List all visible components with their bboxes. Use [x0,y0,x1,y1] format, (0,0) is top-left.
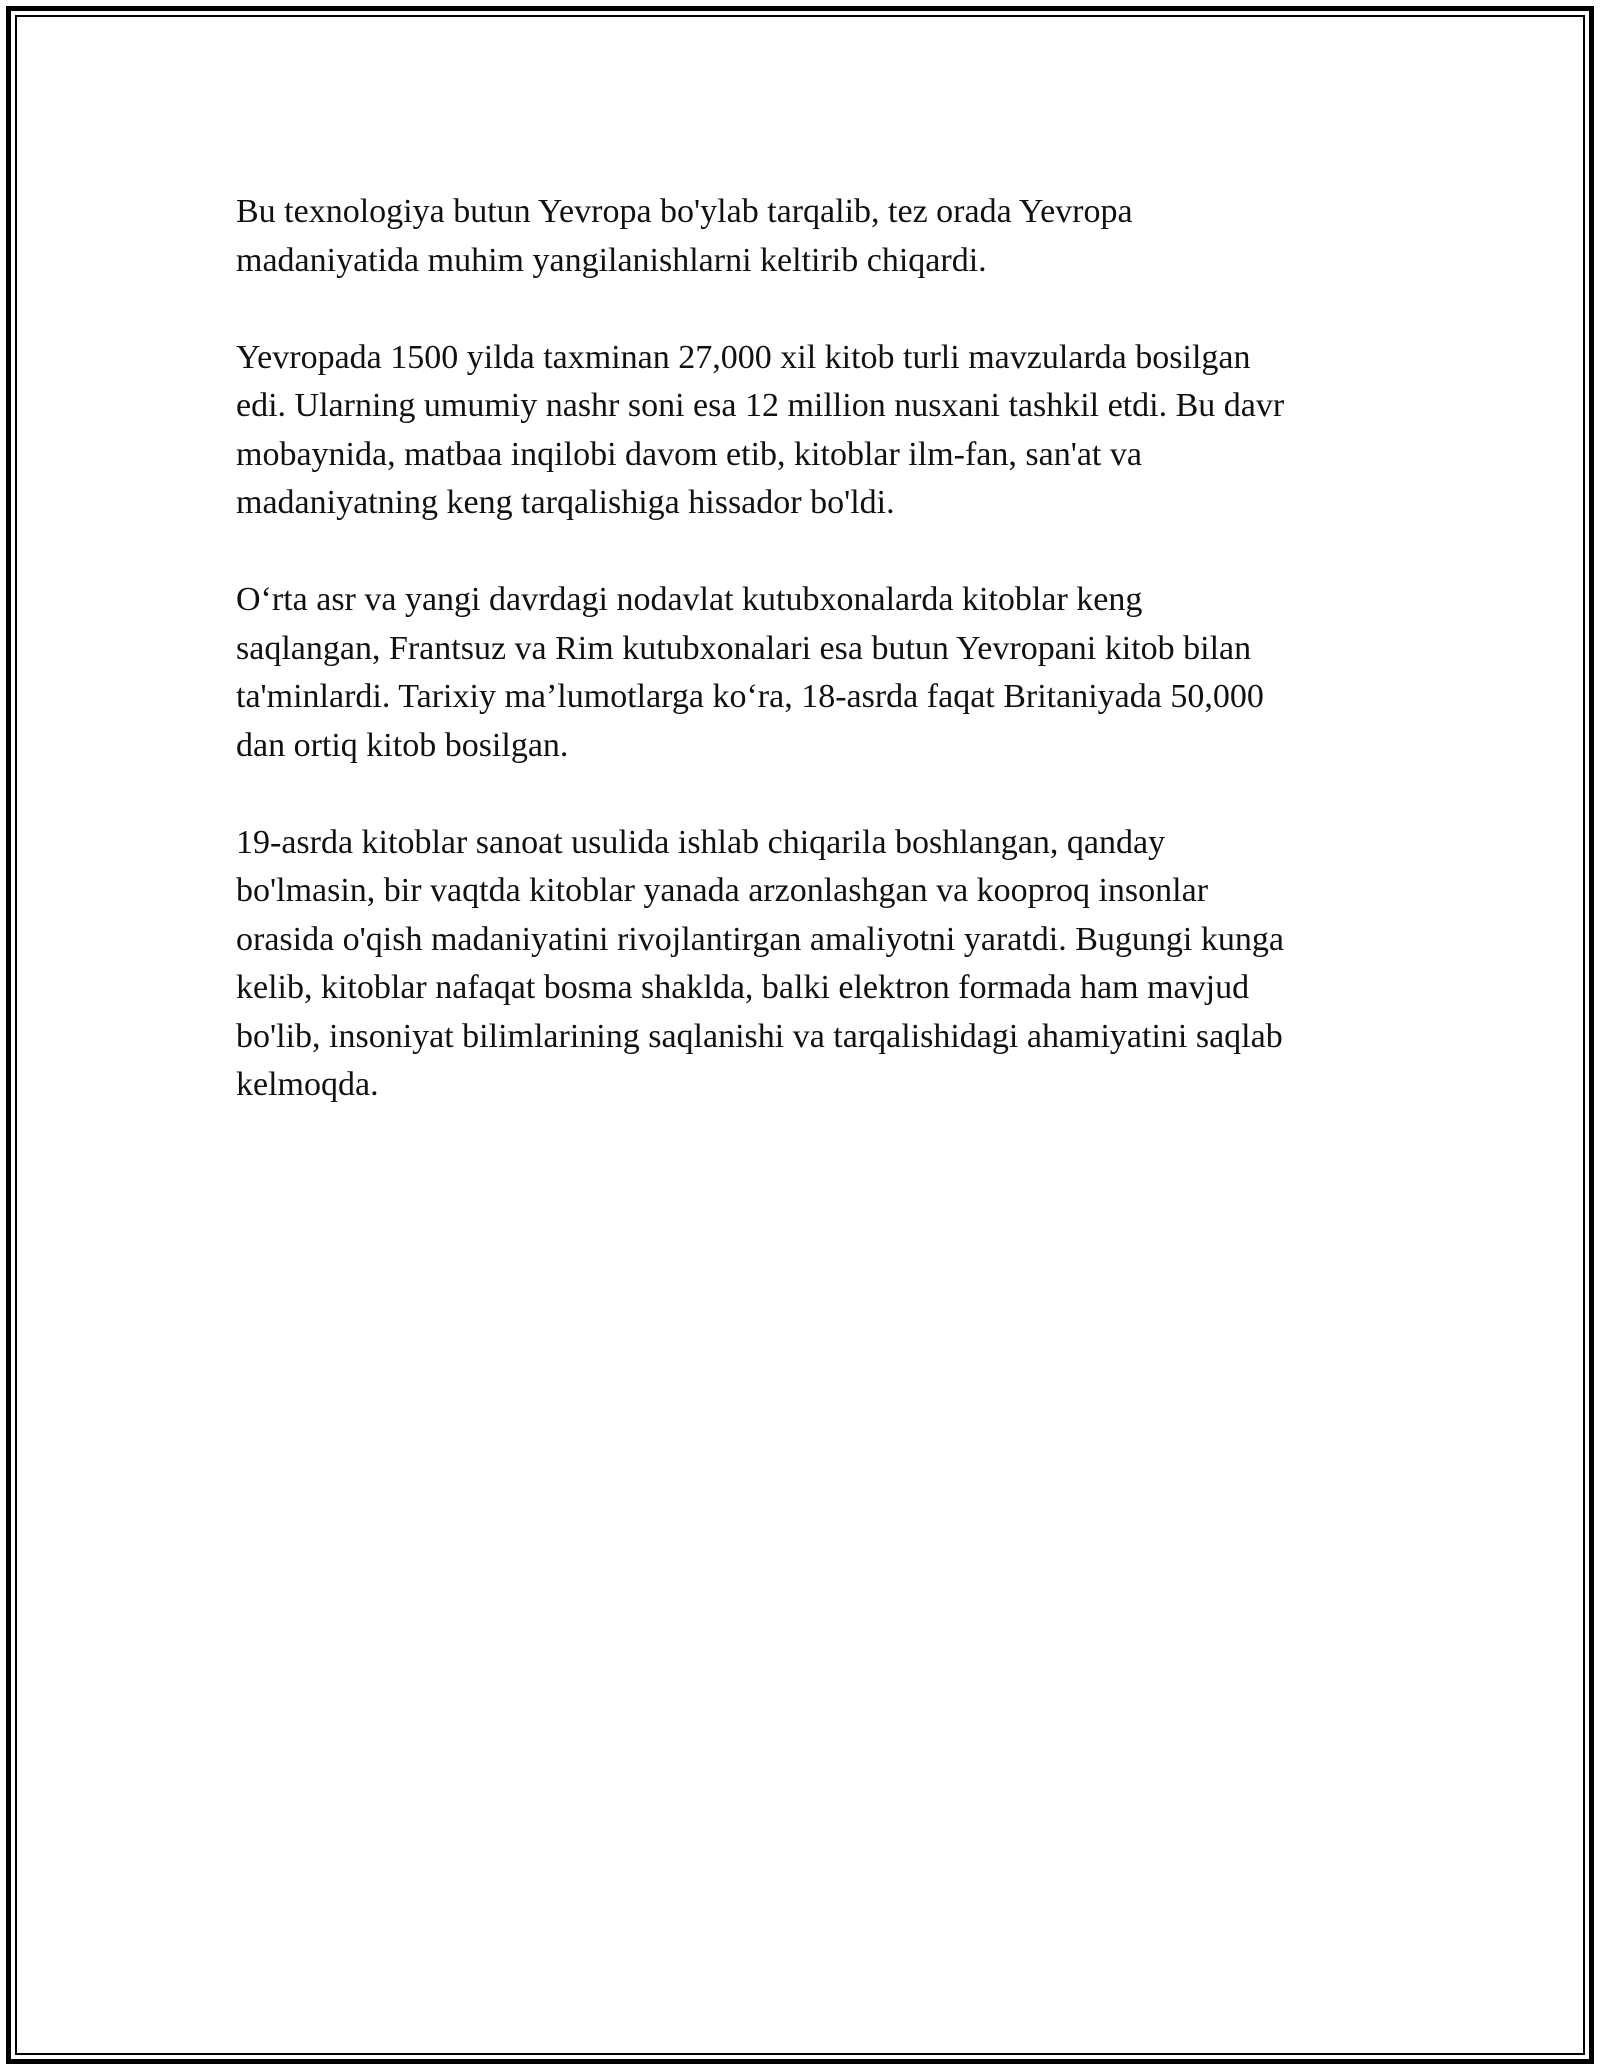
paragraph-3 [236,576,1386,770]
paragraph-2 [236,334,1386,528]
paragraph-line: mobaynida, matbaa inqilobi davom etib, kitoblar ilm-fan, san'at va [236,435,1142,473]
paragraph-line: bo'lmasin, bir vaqtda kitoblar yanada arzonlashgan va kooproq insonlar [236,872,1209,909]
paragraph-line: Bu texnologiya butun Yevropa bo'ylab tarqalib, tez orada Yevropa [236,193,1133,230]
paragraph-1 [236,188,1386,285]
paragraph-4 [236,819,1386,1110]
paragraph-line: kelmoqda. [236,1066,379,1103]
document-body [236,188,1386,1158]
paragraph-line: madaniyatning keng tarqalishiga hissador bo'ldi. [236,484,895,521]
paragraph-line: edi. Ularning umumiy nashr soni esa 12 million nusxani tashkil etdi. Bu davr [236,387,1285,424]
paragraph-line: Yevropada 1500 yilda taxminan 27,000 xil kitob turli mavzularda bosilgan [236,338,1251,376]
paragraph-line: kelib, kitoblar nafaqat bosma shaklda, balki elektron formada ham mavjud [236,969,1250,1006]
paragraph-line: O‘rta asr va yangi davrdagi nodavlat kutubxonalarda kitoblar keng [236,581,1143,618]
paragraph-line: bo'lib, insoniyat bilimlarining saqlanishi va tarqalishidagi ahamiyatini saqlab [236,1017,1283,1055]
paragraph-line: orasida o'qish madaniyatini rivojlantirgan amaliyotni yaratdi. Bugungi kunga [236,920,1284,958]
paragraph-line: ta'minlardi. Tarixiy ma’lumotlarga ko‘ra, 18-asrda faqat Britaniyada 50,000 [236,678,1264,715]
paragraph-line: madaniyatida muhim yangilanishlarni keltirib chiqardi. [236,241,987,279]
paragraph-line: saqlangan, Frantsuz va Rim kutubxonalari esa butun Yevropani kitob bilan [236,629,1252,667]
paragraph-line: 19-asrda kitoblar sanoat usulida ishlab chiqarila boshlangan, qanday [236,823,1166,861]
paragraph-line: dan ortiq kitob bosilgan. [236,726,569,764]
